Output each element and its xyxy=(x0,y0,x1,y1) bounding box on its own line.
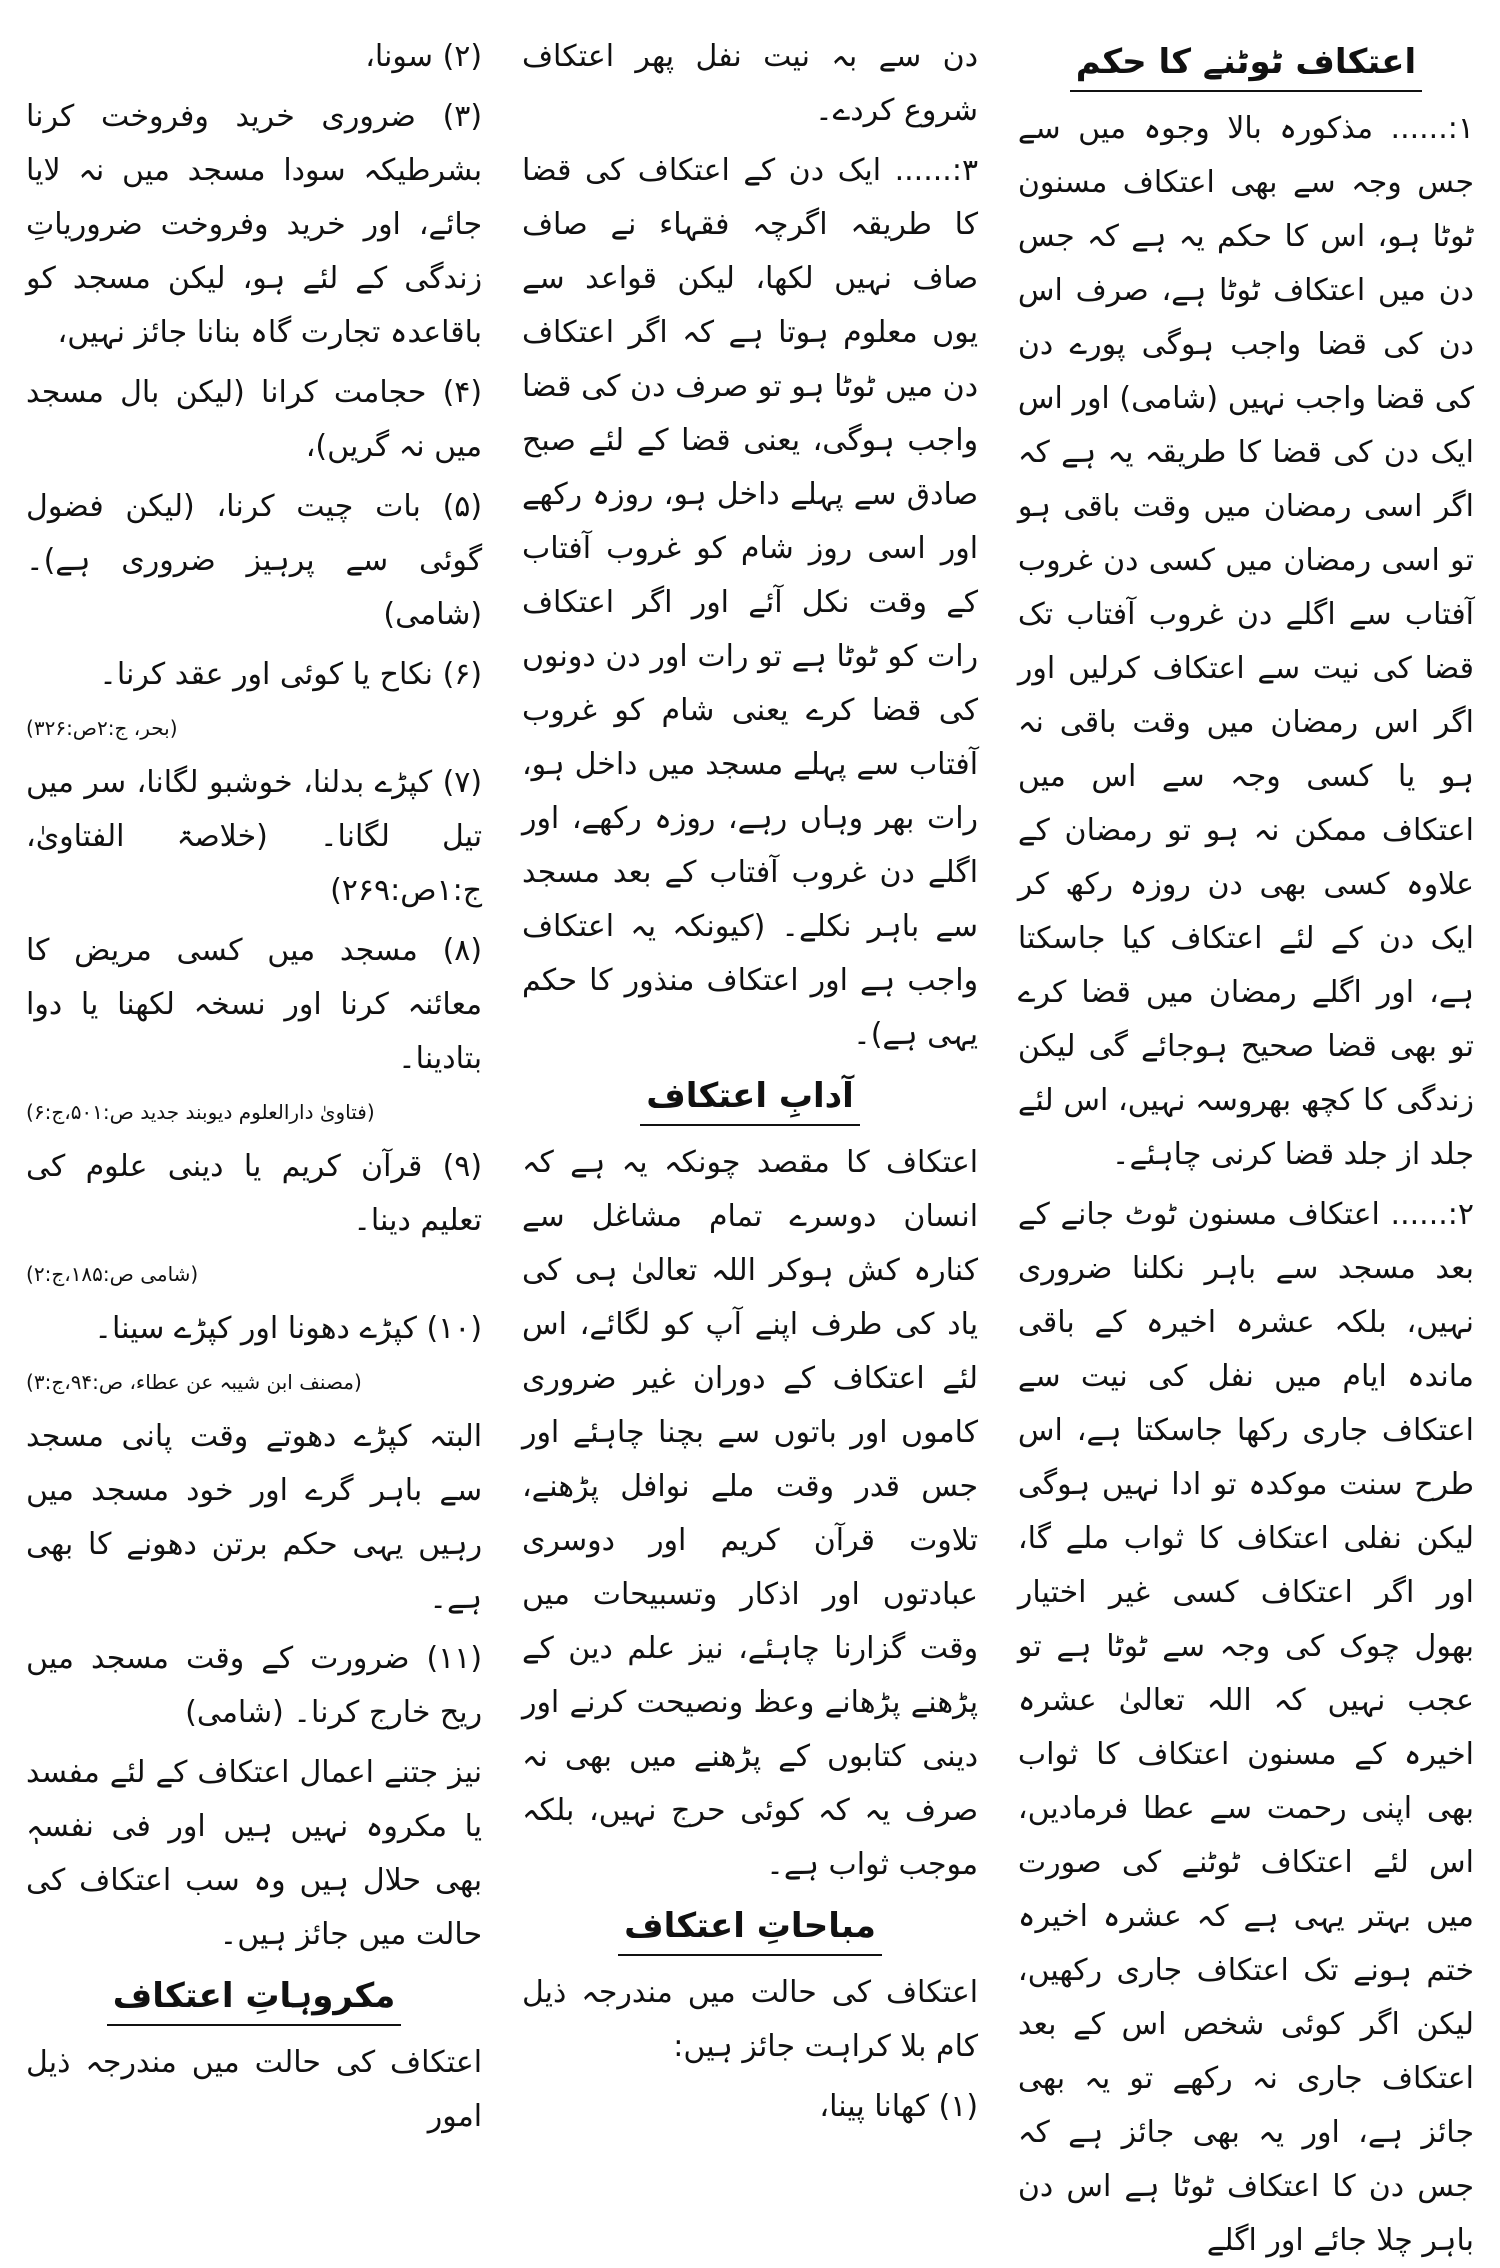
list-item: (۷) کپڑے بدلنا، خوشبو لگانا، سر میں تیل لگانا۔ (خلاصۃ الفتاویٰ، ج:۱ص:۲۶۹) xyxy=(26,765,483,908)
reference-citation: (بحر، ج:۲ص:۳۲۶) xyxy=(26,716,178,740)
paragraph: ۳:...... ایک دن کے اعتکاف کی قضا کا طریقہ اگرچہ فقہاء نے صاف صاف نہیں لکھا، لیکن قواعد سے یوں معلوم ہوتا ہے کہ اگر اعتکاف دن میں ٹوٹا ہو تو صرف دن کی قضا واجب ہوگی، یعنی قضا کے لئے صبح صادق سے پہلے داخل ہو، روزہ رکھے اور اسی روز شام کو غروب آفتاب کے وقت نکل آئے اور اگر اعتکاف رات کو ٹوٹا ہے تو رات اور دن دونوں کی قضا کرے یعنی شام کو غروب آفتاب سے پہلے مسجد میں داخل ہو، رات بھر وہاں رہے، روزہ رکھے، اور اگلے دن غروب آفتاب کے بعد مسجد سے باہر نکلے۔ (کیونکہ یہ اعتکاف واجب ہے اور اعتکاف منذور کا حکم یہی ہے)۔ xyxy=(521,153,979,1052)
section-heading-adab: آدابِ اعتکاف xyxy=(522,1068,978,1126)
paragraph: نیز جتنے اعمال اعتکاف کے لئے مفسد یا مکروہ نہیں ہیں اور فی نفسہٖ بھی حلال ہیں وہ سب اعتکاف کی حالت میں جائز ہیں۔ xyxy=(26,1755,483,1952)
reference-citation: (مصنف ابن شیبہ عن عطاء، ص:۹۴،ج:۳) xyxy=(26,1370,362,1394)
list-item: (۱۱) ضرورت کے وقت مسجد میں ریح خارج کرنا۔ (شامی) xyxy=(26,1641,483,1730)
paragraph: ۱:...... مذکورہ بالا وجوہ میں سے جس وجہ سے بھی اعتکاف مسنون ٹوٹا ہو، اس کا حکم یہ ہے کہ جس دن میں اعتکاف ٹوٹا ہے، صرف اس دن کی قضا واجب ہوگی پورے دن کی قضا واجب نہیں (شامی) اور اس ایک دن کی قضا کا طریقہ یہ ہے کہ اگر اسی رمضان میں وقت باقی ہو تو اسی رمضان میں کسی دن غروب آفتاب سے اگلے دن غروب آفتاب تک قضا کی نیت سے اعتکاف کرلیں اور اگر اس رمضان میں وقت باقی نہ ہو یا کسی وجہ سے اس میں اعتکاف ممکن نہ ہو تو رمضان کے علاوہ کسی بھی دن روزہ رکھ کر ایک دن کے لئے اعتکاف کیا جاسکتا ہے، اور اگلے رمضان میں قضا کرے تو بھی قضا صحیح ہوجائے گی لیکن زندگی کا کچھ بھروسہ نہیں، اس لئے جلد از جلد قضا کرنی چاہئے۔ xyxy=(1017,111,1474,1172)
paragraph: البتہ کپڑے دھوتے وقت پانی مسجد سے باہر گرے اور خود مسجد میں رہیں یہی حکم برتن دھونے کا بھی ہے۔ xyxy=(26,1419,483,1616)
list-item: (۸) مسجد میں کسی مریض کا معائنہ کرنا اور نسخہ لکھنا یا دوا بتادینا۔ xyxy=(26,933,483,1076)
section-heading-itikaf-breaking-ruling: اعتکاف ٹوٹنے کا حکم xyxy=(1018,34,1474,92)
list-item: (۲) سونا، xyxy=(365,39,483,74)
paragraph: اعتکاف کی حالت میں مندرجہ ذیل کام بلا کراہت جائز ہیں: xyxy=(521,1975,979,2064)
text-columns xyxy=(26,30,1474,2258)
paragraph: دن سے بہ نیت نفل پھر اعتکاف شروع کردے۔ xyxy=(521,39,979,128)
list-item: (۹) قرآن کریم یا دینی علوم کی تعلیم دینا۔ xyxy=(26,1149,483,1238)
list-item: (۳) ضروری خرید وفروخت کرنا بشرطیکہ سودا مسجد میں نہ لایا جائے، اور خرید وفروخت ضروریاتِ زندگی کے لئے ہو، لیکن مسجد کو باقاعدہ تجارت گاہ بنانا جائز نہیں، xyxy=(26,99,483,350)
list-item: (۶) نکاح یا کوئی اور عقد کرنا۔ xyxy=(99,657,483,692)
list-item: (۱) کھانا پینا، xyxy=(819,2089,979,2124)
list-item: (۴) حجامت کرانا (لیکن بال مسجد میں نہ گریں)، xyxy=(26,375,483,464)
list-item: (۵) بات چیت کرنا، (لیکن فضول گوئی سے پرہیز ضروری ہے)۔ (شامی) xyxy=(26,489,483,632)
paragraph: اعتکاف کا مقصد چونکہ یہ ہے کہ انسان دوسرے تمام مشاغل سے کنارہ کش ہوکر اللہ تعالیٰ ہی کی یاد کی طرف اپنے آپ کو لگائے، اس لئے اعتکاف کے دوران غیر ضروری کاموں اور باتوں سے بچنا چاہئے اور جس قدر وقت ملے نوافل پڑھنے، تلاوت قرآن کریم اور دوسری عبادتوں اور اذکار وتسبیحات میں وقت گزارنا چاہئے، نیز علم دین کے پڑھنے پڑھانے وعظ ونصیحت کرنے اور دینی کتابوں کے پڑھنے میں بھی نہ صرف یہ کہ کوئی حرج نہیں، بلکہ موجب ثواب ہے۔ xyxy=(521,1145,979,1882)
reference-citation: (شامی ص:۱۸۵،ج:۲) xyxy=(26,1262,199,1286)
reference-citation: (فتاویٰ دارالعلوم دیوبند جدید ص:۵۰۱،ج:۶) xyxy=(26,1100,375,1124)
paragraph: ۲:...... اعتکاف مسنون ٹوٹ جانے کے بعد مسجد سے باہر نکلنا ضروری نہیں، بلکہ عشرہ اخیرہ کے باقی ماندہ ایام میں نفل کی نیت سے اعتکاف جاری رکھا جاسکتا ہے، اس طرح سنت موکدہ تو ادا نہیں ہوگی لیکن نفلی اعتکاف کا ثواب ملے گا، اور اگر اعتکاف کسی غیر اختیار بھول چوک کی وجہ سے ٹوٹا ہے تو عجب نہیں کہ اللہ تعالیٰ عشرہ اخیرہ کے مسنون اعتکاف کا ثواب بھی اپنی رحمت سے عطا فرمادیں، اس لئے اعتکاف ٹوٹنے کی صورت میں بہتر یہی ہے کہ عشرہ اخیرہ ختم ہونے تک اعتکاف جاری رکھیں، لیکن اگر کوئی شخص اس کے بعد اعتکاف جاری نہ رکھے تو یہ بھی جائز ہے، اور یہ بھی جائز ہے کہ جس دن کا اعتکاف ٹوٹا ہے اس دن باہر چلا جائے اور اگلے xyxy=(1017,1197,1474,2258)
column-left xyxy=(26,30,482,2180)
paragraph: اعتکاف کی حالت میں مندرجہ ذیل امور xyxy=(26,2045,483,2134)
column-middle xyxy=(522,30,978,2180)
section-heading-mubahat: مباحاتِ اعتکاف xyxy=(522,1898,978,1956)
list-item: (۱۰) کپڑے دھونا اور کپڑے سینا۔ xyxy=(94,1311,483,1346)
column-right xyxy=(1017,30,1474,2258)
section-heading-makruhat: مکروہاتِ اعتکاف xyxy=(26,1968,482,2026)
